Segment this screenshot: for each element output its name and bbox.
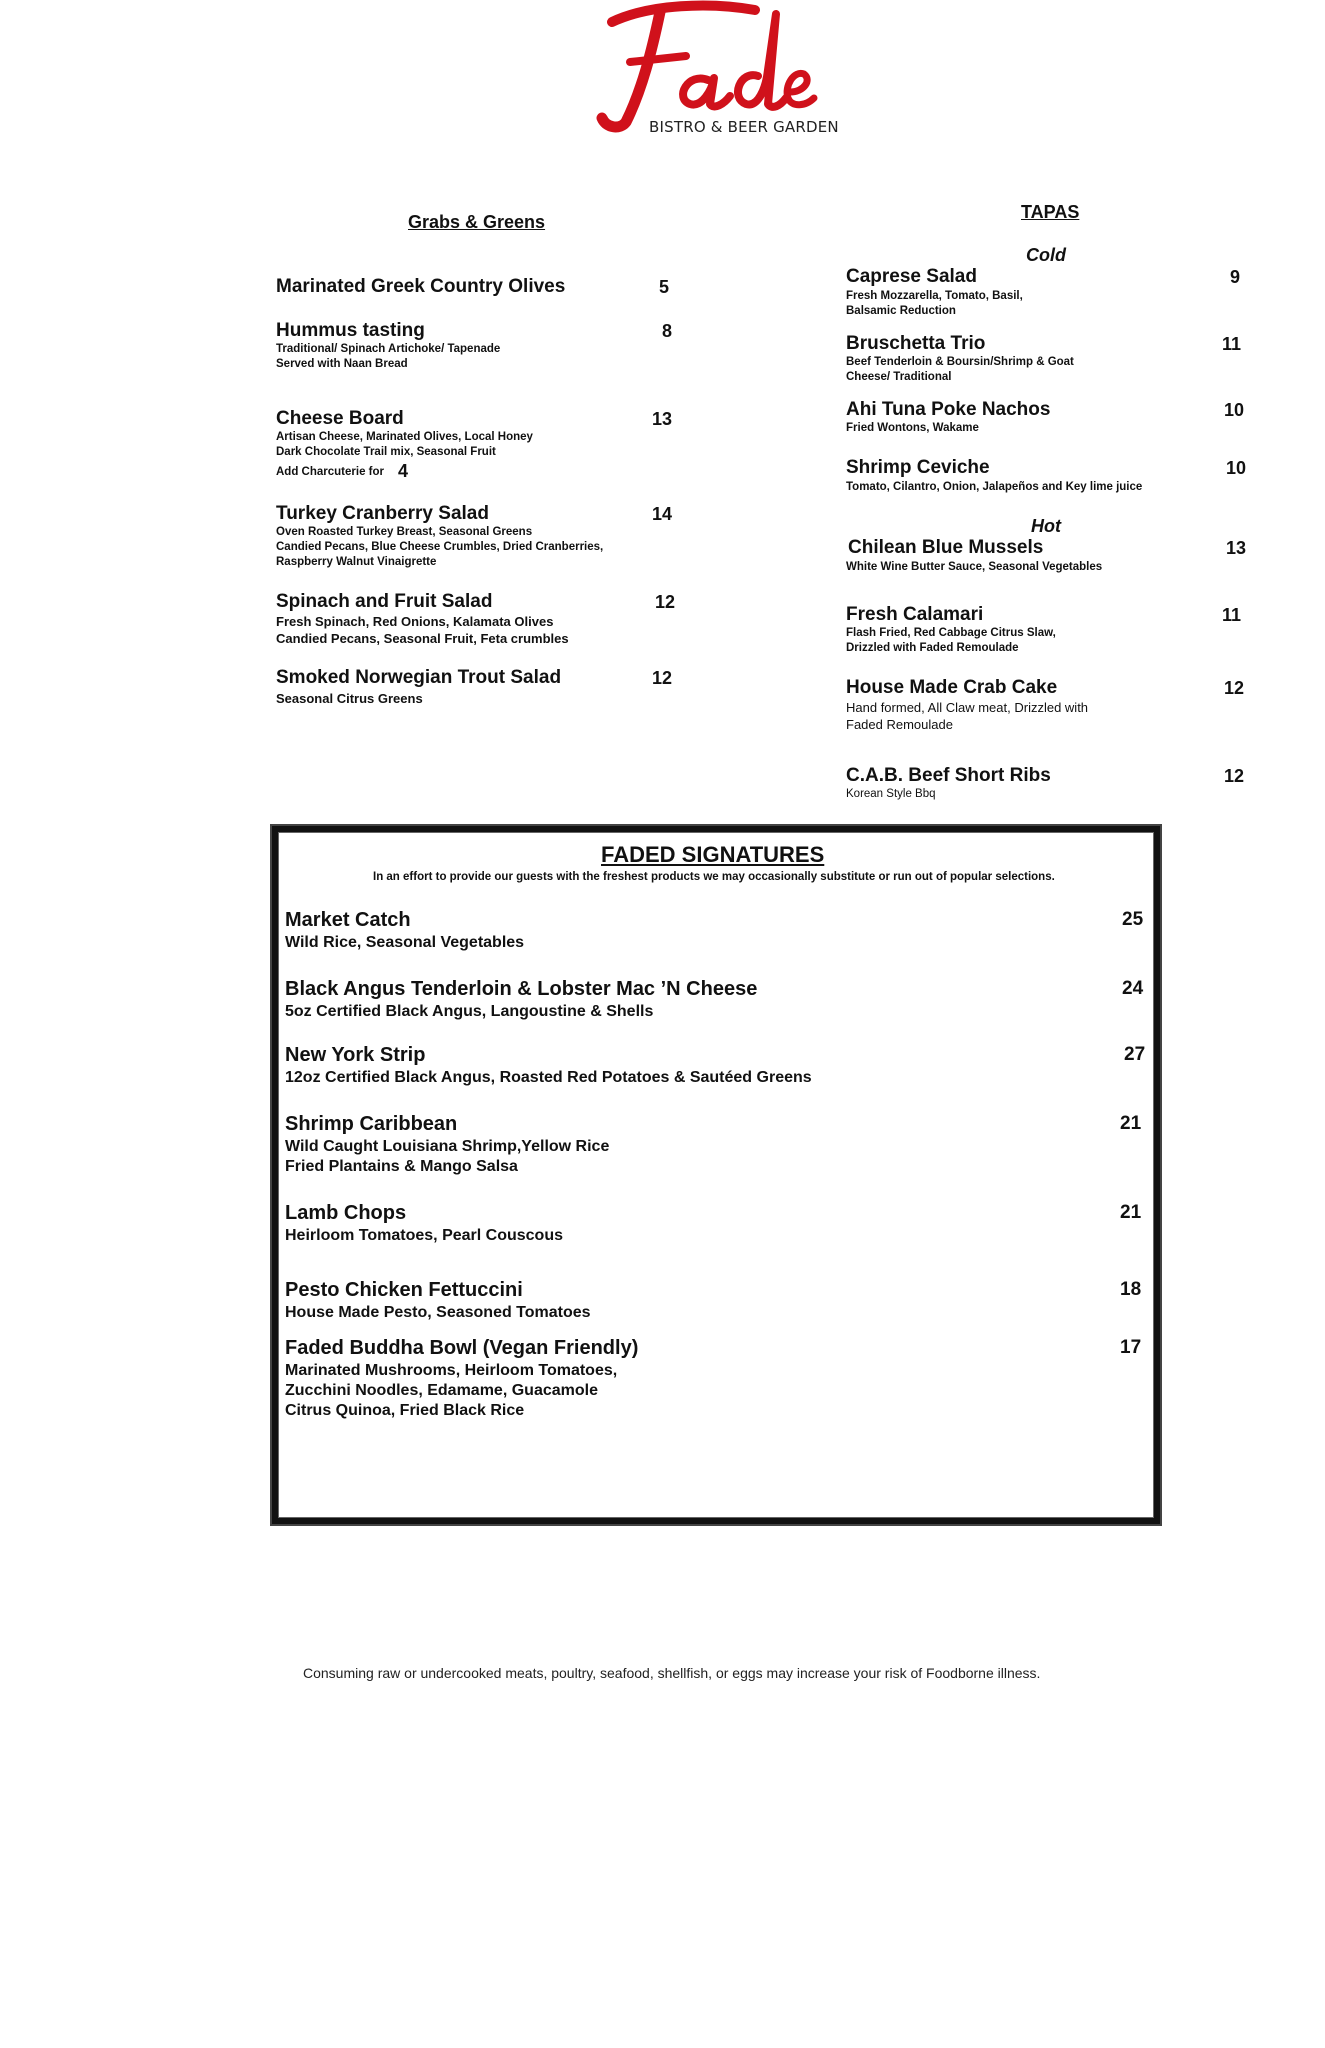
grabs-title: Grabs & Greens	[408, 212, 546, 232]
menu-item-price: 12	[655, 592, 676, 612]
menu-item-name: Spinach and Fruit Salad	[276, 591, 493, 612]
menu-item-desc: Fried Wontons, Wakame	[846, 422, 979, 434]
addon-label: Add Charcuterie for	[276, 466, 384, 478]
signatures-note: In an effort to provide our guests with the freshest products we may occasionally substitute or run out of popular selections.	[373, 871, 1055, 883]
menu-item-price: 9	[1230, 267, 1241, 287]
menu-item-desc: Beef Tenderloin & Boursin/Shrimp & Goat	[846, 356, 1074, 368]
menu-item-name: Market Catch	[285, 909, 411, 931]
menu-item-desc: Dark Chocolate Trail mix, Seasonal Fruit	[276, 446, 496, 458]
menu-item-desc: Raspberry Walnut Vinaigrette	[276, 556, 437, 568]
menu-item-price: 25	[1122, 909, 1144, 930]
menu-item-desc: Fried Plantains & Mango Salsa	[285, 1158, 518, 1175]
menu-item-name: Shrimp Ceviche	[846, 457, 990, 478]
menu-item-desc: Flash Fried, Red Cabbage Citrus Slaw,	[846, 627, 1056, 639]
menu-item-price: 8	[662, 321, 673, 341]
menu-item-name: Hummus tasting	[276, 320, 425, 341]
tapas-cold-label: Cold	[1026, 245, 1066, 265]
menu-item-price: 27	[1124, 1044, 1146, 1065]
menu-item-desc: White Wine Butter Sauce, Seasonal Vegetables	[846, 561, 1103, 573]
menu-item-price: 12	[652, 668, 673, 688]
menu-item-desc: Drizzled with Faded Remoulade	[846, 642, 1019, 654]
faded-logo-mark	[590, 0, 840, 135]
menu-item-price: 21	[1120, 1202, 1142, 1223]
menu-item-desc: Oven Roasted Turkey Breast, Seasonal Greens	[276, 526, 533, 538]
tapas-title: TAPAS	[1021, 202, 1080, 222]
menu-item-name: Bruschetta Trio	[846, 333, 986, 354]
menu-item-name: Caprese Salad	[846, 266, 977, 287]
menu-item-desc: Zucchini Noodles, Edamame, Guacamole	[285, 1382, 598, 1399]
menu-item-name: House Made Crab Cake	[846, 677, 1058, 698]
menu-item-name: Shrimp Caribbean	[285, 1113, 458, 1135]
menu-item-desc: Korean Style Bbq	[846, 788, 936, 800]
menu-item-desc: Cheese/ Traditional	[846, 371, 952, 383]
menu-item-desc: Faded Remoulade	[846, 717, 953, 732]
menu-item-name: Ahi Tuna Poke Nachos	[846, 399, 1051, 420]
signatures-title: FADED SIGNATURES	[601, 842, 825, 867]
menu-item-price: 10	[1226, 458, 1247, 478]
menu-item-price: 10	[1224, 400, 1245, 420]
menu-item-desc: Artisan Cheese, Marinated Olives, Local Honey	[276, 431, 533, 443]
menu-item-name: C.A.B. Beef Short Ribs	[846, 765, 1051, 786]
menu-item-desc: 5oz Certified Black Angus, Langoustine & Shells	[285, 1003, 654, 1020]
menu-item-desc: Fresh Spinach, Red Onions, Kalamata Olives	[276, 614, 554, 629]
menu-item-desc: Wild Caught Louisiana Shrimp,Yellow Rice	[285, 1138, 610, 1155]
addon-price: 4	[398, 461, 409, 481]
menu-item-desc: Traditional/ Spinach Artichoke/ Tapenade	[276, 343, 501, 355]
menu-item-name: Cheese Board	[276, 408, 404, 429]
health-disclaimer: Consuming raw or undercooked meats, poultry, seafood, shellfish, or eggs may increase your risk of Foodborne illness.	[303, 1665, 1041, 1681]
menu-item-desc: Balsamic Reduction	[846, 305, 956, 317]
menu-item-desc: Marinated Mushrooms, Heirloom Tomatoes,	[285, 1362, 618, 1379]
menu-item-desc: 12oz Certified Black Angus, Roasted Red Potatoes & Sautéed Greens	[285, 1069, 812, 1086]
menu-item-price: 5	[659, 277, 670, 297]
logo-tagline: BISTRO & BEER GARDEN	[649, 118, 839, 136]
menu-item-desc: Heirloom Tomatoes, Pearl Couscous	[285, 1227, 563, 1244]
menu-item-name: Faded Buddha Bowl (Vegan Friendly)	[285, 1337, 639, 1359]
menu-item-name: Lamb Chops	[285, 1202, 407, 1224]
menu-item-price: 17	[1120, 1337, 1142, 1358]
menu-item-name: Turkey Cranberry Salad	[276, 503, 489, 524]
menu-item-desc: Seasonal Citrus Greens	[276, 691, 423, 706]
menu-item-price: 14	[652, 504, 673, 524]
menu-item-desc: Tomato, Cilantro, Onion, Jalapeños and Key lime juice	[846, 481, 1143, 493]
menu-item-price: 13	[1226, 538, 1247, 558]
menu-item-desc: Wild Rice, Seasonal Vegetables	[285, 934, 525, 951]
menu-item-desc: Fresh Mozzarella, Tomato, Basil,	[846, 290, 1023, 302]
menu-item-name: Marinated Greek Country Olives	[276, 276, 566, 297]
menu-item-price: 12	[1224, 678, 1245, 698]
menu-item-name: Chilean Blue Mussels	[848, 537, 1044, 558]
menu-item-desc: Candied Pecans, Seasonal Fruit, Feta crumbles	[276, 631, 569, 646]
menu-item-name: Smoked Norwegian Trout Salad	[276, 667, 562, 688]
menu-item-name: Pesto Chicken Fettuccini	[285, 1279, 523, 1301]
tapas-hot-label: Hot	[1031, 516, 1061, 536]
menu-item-desc: Candied Pecans, Blue Cheese Crumbles, Dried Cranberries,	[276, 541, 604, 553]
menu-item-price: 12	[1224, 766, 1245, 786]
menu-item-name: Black Angus Tenderloin & Lobster Mac ’N Cheese	[285, 978, 758, 1000]
menu-item-desc: Served with Naan Bread	[276, 358, 408, 370]
menu-item-desc: Hand formed, All Claw meat, Drizzled with	[846, 700, 1089, 715]
menu-item-name: New York Strip	[285, 1044, 426, 1066]
menu-item-price: 18	[1120, 1279, 1142, 1300]
menu-item-price: 21	[1120, 1113, 1142, 1134]
menu-item-desc: Citrus Quinoa, Fried Black Rice	[285, 1402, 525, 1419]
menu-item-price: 13	[652, 409, 673, 429]
logo	[0, 0, 1325, 160]
menu-item-desc: House Made Pesto, Seasoned Tomatoes	[285, 1304, 591, 1321]
menu-item-name: Fresh Calamari	[846, 604, 984, 625]
menu-item-price: 11	[1222, 334, 1242, 354]
menu-item-price: 11	[1222, 605, 1242, 625]
menu-item-price: 24	[1122, 978, 1144, 999]
